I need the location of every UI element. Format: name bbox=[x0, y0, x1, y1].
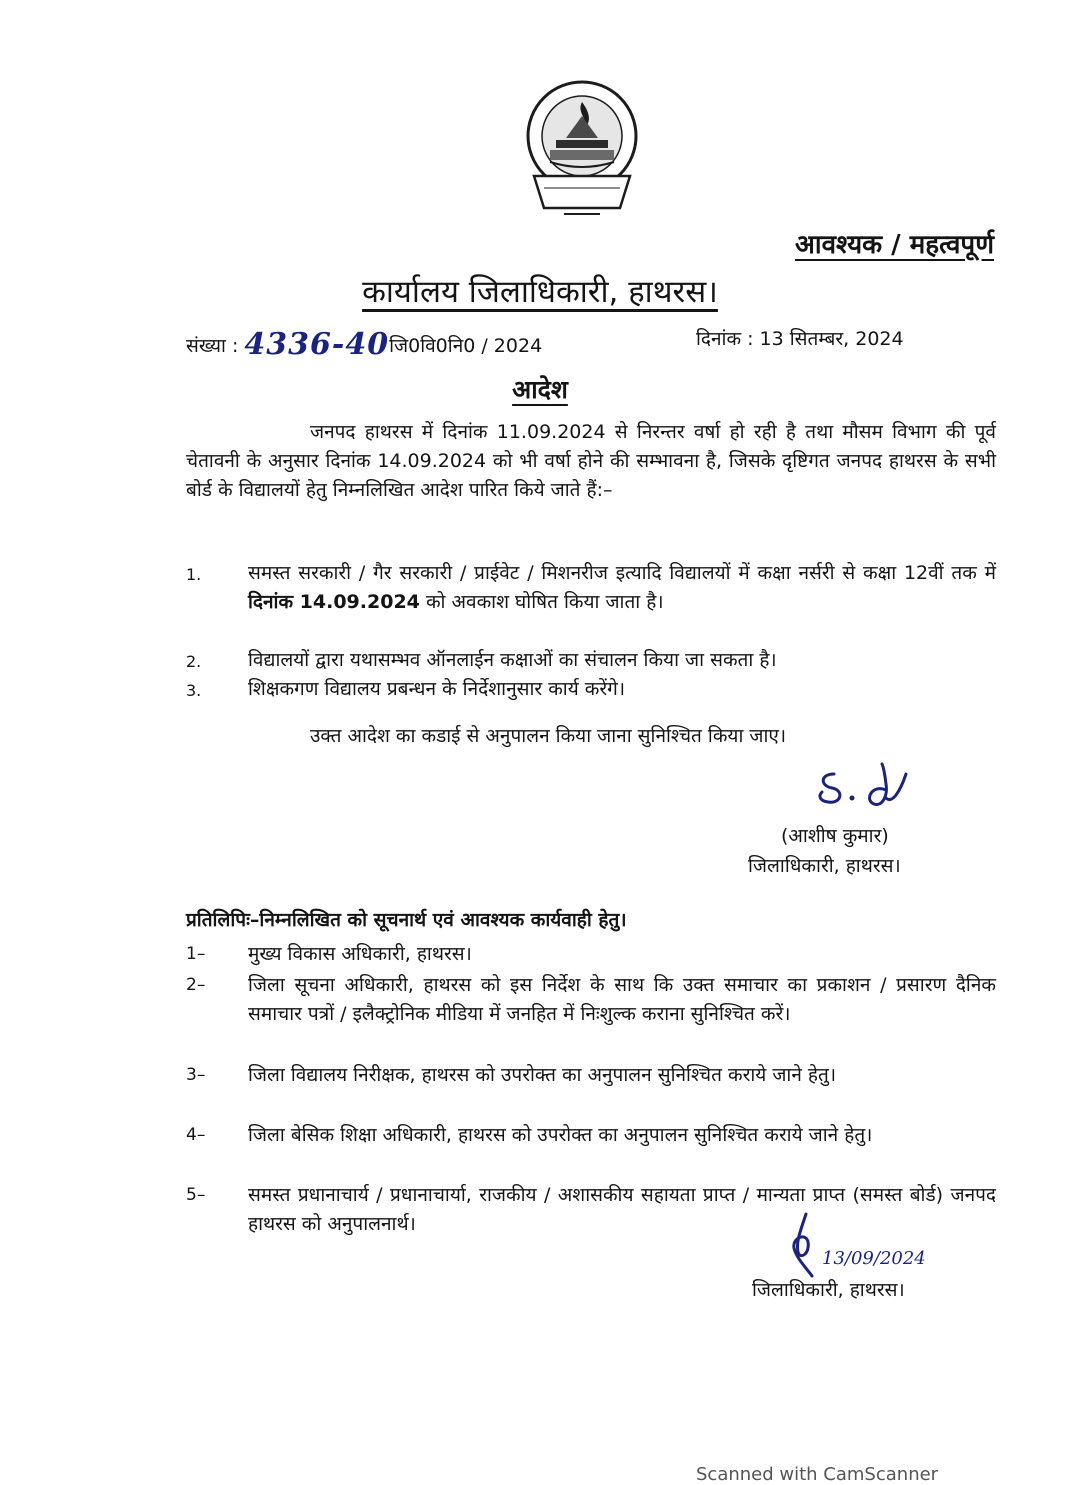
order-title bbox=[0, 372, 1080, 406]
handwritten-date: 13/09/2024 bbox=[822, 1248, 926, 1269]
final-designation: जिलाधिकारी, हाथरस। bbox=[752, 1279, 905, 1301]
order-item-number: 3. bbox=[186, 681, 202, 700]
initial-scribble bbox=[786, 1212, 826, 1278]
reference-suffix: जि0वि0नि0 / 2024 bbox=[389, 335, 543, 357]
copy-item: जिला बेसिक शिक्षा अधिकारी, हाथरस को उपरोक्त का अनुपालन सुनिश्चित कराये जाने हेतु। bbox=[248, 1124, 873, 1146]
copy-item: जिला विद्यालय निरीक्षक, हाथरस को उपरोक्त का अनुपालन सुनिश्चित कराये जाने हेतु। bbox=[248, 1064, 837, 1086]
order-item-text-end: को अवकाश घोषित किया जाता है। bbox=[425, 591, 664, 613]
order-item: शिक्षकगण विद्यालय प्रबन्धन के निर्देशानुसार कार्य करेंगे। bbox=[248, 678, 626, 700]
intro-paragraph-text: जनपद हाथरस में दिनांक 11.09.2024 से निरन्तर वर्षा हो रही है तथा मौसम विभाग की पूर्व चेतावनी के अनुसार दिनांक 14.09.2024 को भी वर्षा होने की सम्भावना है, जिसके दृष्टिगत जनपद हाथरस के सभी बोर्ड के विद्यालयों हेतु निम्नलिखित आदेश पारित किये जाते हैं:– bbox=[186, 421, 996, 501]
order-title-text: आदेश bbox=[512, 375, 568, 404]
copy-item: जिला सूचना अधिकारी, हाथरस को इस निर्देश के साथ कि उक्त समाचार का प्रकाशन / प्रसारण दैनिक समाचार पत्रों / इलैक्ट्रोनिक मीडिया में जनहित में निःशुल्क कराना सुनिश्चित करें। bbox=[248, 974, 996, 1025]
compliance-line: उक्त आदेश का कडाई से अनुपालन किया जाना सुनिश्चित किया जाए। bbox=[310, 725, 787, 747]
intro-paragraph bbox=[186, 418, 996, 505]
order-item: विद्यालयों द्वारा यथासम्भव ऑनलाईन कक्षाओं का संचालन किया जा सकता है। bbox=[248, 649, 777, 671]
order-item-bold-date: दिनांक 14.09.2024 bbox=[248, 591, 420, 613]
copy-item-number: 3– bbox=[186, 1065, 206, 1085]
signature-scribble bbox=[812, 762, 922, 814]
copy-item-number: 4– bbox=[186, 1125, 206, 1145]
handwritten-reference-number: 4336-40 bbox=[244, 327, 390, 362]
office-title bbox=[0, 270, 1080, 312]
district-seal-emblem bbox=[520, 76, 644, 224]
copy-item: मुख्य विकास अधिकारी, हाथरस। bbox=[248, 943, 472, 965]
document-date: दिनांक : 13 सितम्बर, 2024 bbox=[696, 328, 904, 350]
office-title-text: कार्यालय जिलाधिकारी, हाथरस। bbox=[362, 274, 718, 310]
signer-name: (आशीष कुमार) bbox=[781, 825, 889, 847]
reference-number bbox=[186, 325, 542, 360]
order-item-number: 2. bbox=[186, 652, 202, 671]
order-item-text: समस्त सरकारी / गैर सरकारी / प्राईवेट / मिशनरीज इत्यादि विद्यालयों में कक्षा नर्सरी से कक्षा 12वीं तक में bbox=[248, 562, 996, 584]
copy-item-number: 2– bbox=[186, 975, 206, 995]
copy-item: समस्त प्रधानाचार्य / प्रधानाचार्या, राजकीय / अशासकीय सहायता प्राप्त / मान्यता प्राप्त (समस्त बोर्ड) जनपद हाथरस को अनुपालनार्थ। bbox=[248, 1184, 996, 1235]
priority-tag: आवश्यक / महत्वपूर्ण bbox=[795, 230, 994, 260]
copy-item-number: 1– bbox=[186, 944, 206, 964]
scan-watermark: Scanned with CamScanner bbox=[696, 1464, 939, 1485]
order-item-number: 1. bbox=[186, 565, 202, 584]
copy-item-number: 5– bbox=[186, 1185, 206, 1205]
copy-heading: प्रतिलिपिः–निम्नलिखित को सूचनार्थ एवं आवश्यक कार्यवाही हेतु। bbox=[186, 909, 627, 931]
signer-designation: जिलाधिकारी, हाथरस। bbox=[748, 855, 901, 877]
order-item bbox=[248, 559, 996, 617]
reference-label: संख्या : bbox=[186, 335, 239, 357]
